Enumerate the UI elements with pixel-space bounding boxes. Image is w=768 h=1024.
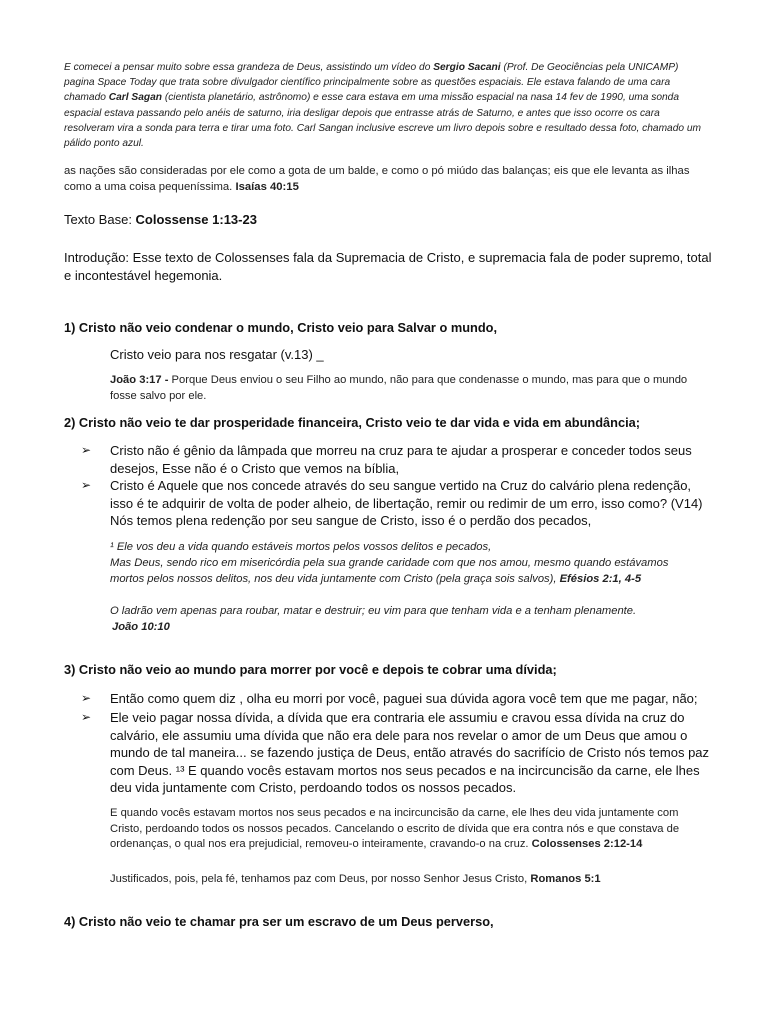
bullet-arrow-icon: ➢: [81, 710, 92, 724]
section3-heading: 3) Cristo não veio ao mundo para morrer por você e depois te cobrar uma dívida;: [64, 662, 557, 677]
section3-verse2-ref: Romanos 5:1: [530, 873, 601, 885]
introducao: Introdução: Esse texto de Colossenses fala da Supremacia de Cristo, e supremacia fala de poder supremo, total e incontestável hegemonia.: [64, 250, 712, 283]
section3-verse2: [110, 872, 710, 888]
section3-verse1-ref: Colossenses 2:12-14: [531, 838, 643, 851]
section2-quote2: [110, 556, 700, 587]
section2-bullet2: Cristo é Aquele que nos concede através do seu sangue vertido na Cruz do calvário plena redenção, isso é te adquirir de volta de poder alheio, de libertação, remir ou redimir de um erro, isso como? (V14) Nós temos plena redenção por seu sangue de Cristo, isso é o perdão dos pecados,: [110, 478, 703, 529]
section2-quote2-ref: Efésios 2:1, 4-5: [559, 572, 642, 585]
intro-name-sagan: Carl Sagan: [108, 92, 162, 104]
section1-verse-text: Porque Deus enviou o seu Filho ao mundo, não para que condenasse o mundo, mas para que o mundo fosse salvo por ele.: [110, 374, 688, 402]
bullet-arrow-icon: ➢: [81, 443, 92, 457]
isaias-quote: [64, 163, 704, 195]
intro-name-sacani: Sergio Sacani: [433, 62, 501, 73]
section2-quote1: ¹ Ele vos deu a vida quando estáveis mortos pelos vossos delitos e pecados,: [110, 541, 492, 553]
isaias-ref: Isaías 40:15: [235, 181, 299, 193]
section3-bullet1: Então como quem diz , olha eu morri por você, paguei sua dúvida agora você tem que me pagar, não;: [110, 691, 698, 706]
section1-line: Cristo veio para nos resgatar (v.13) _: [110, 347, 324, 362]
texto-base: [64, 212, 257, 227]
texto-base-label: Texto Base:: [64, 212, 136, 227]
section2-quote3: O ladrão vem apenas para roubar, matar e destruir; eu vim para que tenham vida e a tenham plenamente.: [110, 605, 637, 617]
bullet-arrow-icon: ➢: [81, 478, 92, 492]
intro-paragraph: [64, 60, 704, 151]
section3-verse1: [110, 806, 710, 853]
section2-quote3-ref-text: João 10:10: [112, 621, 170, 633]
section1-heading: 1) Cristo não veio condenar o mundo, Cristo veio para Salvar o mundo,: [64, 320, 498, 335]
section3-verse2-text: Justificados, pois, pela fé, tenhamos paz com Deus, por nosso Senhor Jesus Cristo,: [110, 873, 531, 885]
bullet-arrow-icon: ➢: [81, 691, 92, 705]
intro-text: E comecei a pensar muito sobre essa grandeza de Deus, assistindo um vídeo do: [64, 62, 434, 73]
intro-text-rest: (cientista planetário, astrônomo) e esse cara estava em uma missão espacial na nasa 14 fev de 1990, uma sonda espacial estava passando pelo anéis de saturno, iria desligar depois que entrasse atrás de Saturno, e antes que isso ocorre os cara resolveram vira a sonda para terra e tirar uma foto. Carl Sangan inclusive escreve um livro depois sobre e resultado dessa foto, chamado um pálido ponto azul.: [64, 92, 702, 150]
section2-heading: 2) Cristo não veio te dar prosperidade financeira, Cristo veio te dar vida e vida em abundância;: [64, 415, 641, 430]
section2-bullet1: Cristo não é gênio da lâmpada que morreu na cruz para te ajudar a prosperar e conceder todos seus desejos, Esse não é o Cristo que vemos na bíblia,: [110, 443, 692, 476]
section1-verse-ref: João 3:17 -: [110, 374, 169, 386]
intro-text-cont: (Prof. De Geociências pela UNICAMP) pagina Space Today que trata sobre divulgador científico principalmente sobre as questões espaciais. Ele estava falando de uma cara chamado: [64, 62, 679, 104]
texto-base-ref: Colossense 1:13-23: [135, 212, 257, 227]
section2-quote2-text: Mas Deus, sendo rico em misericórdia pela sua grande caridade com que nos amou, mesmo quando estávamos mortos pelos nossos delitos, nos deu vida juntamente com Cristo (pela graça sois salvos),: [110, 557, 669, 585]
section4-heading: 4) Cristo não veio te chamar pra ser um escravo de um Deus perverso,: [64, 914, 494, 929]
section3-verse1-text: E quando vocês estavam mortos nos seus pecados e na incircuncisão da carne, ele lhes deu vida juntamente com Cristo, perdoando todos os nossos pecados. Cancelando o escrito de dívida que era contra nós e que constava de ordenanças, o qual nos era prejudicial, removeu-o inteiramente, cravando-o na cruz.: [110, 807, 680, 851]
section2-quote3-ref: [112, 620, 170, 636]
isaias-text: as nações são consideradas por ele como a gota de um balde, e como o pó miúdo das balanças; eis que ele levanta as ilhas como a uma coisa pequeníssima.: [64, 165, 690, 193]
section1-verse: [110, 373, 690, 404]
section3-bullet2: Ele veio pagar nossa dívida, a dívida que era contraria ele assumiu e cravou essa dívida na cruz do calvário, ele assumiu uma dívida que não era dele para nos revelar o amor de um Deus que amou o mundo de tal maneira... se fazendo justiça de Deus, então através do sacrifício de Cristo nós temos paz com Deus. ¹³ E quando vocês estavam mortos nos seus pecados e na incircuncisão da carne, ele lhes deu vida juntamente com Cristo, perdoando todos os nossos pecados.: [110, 710, 710, 796]
